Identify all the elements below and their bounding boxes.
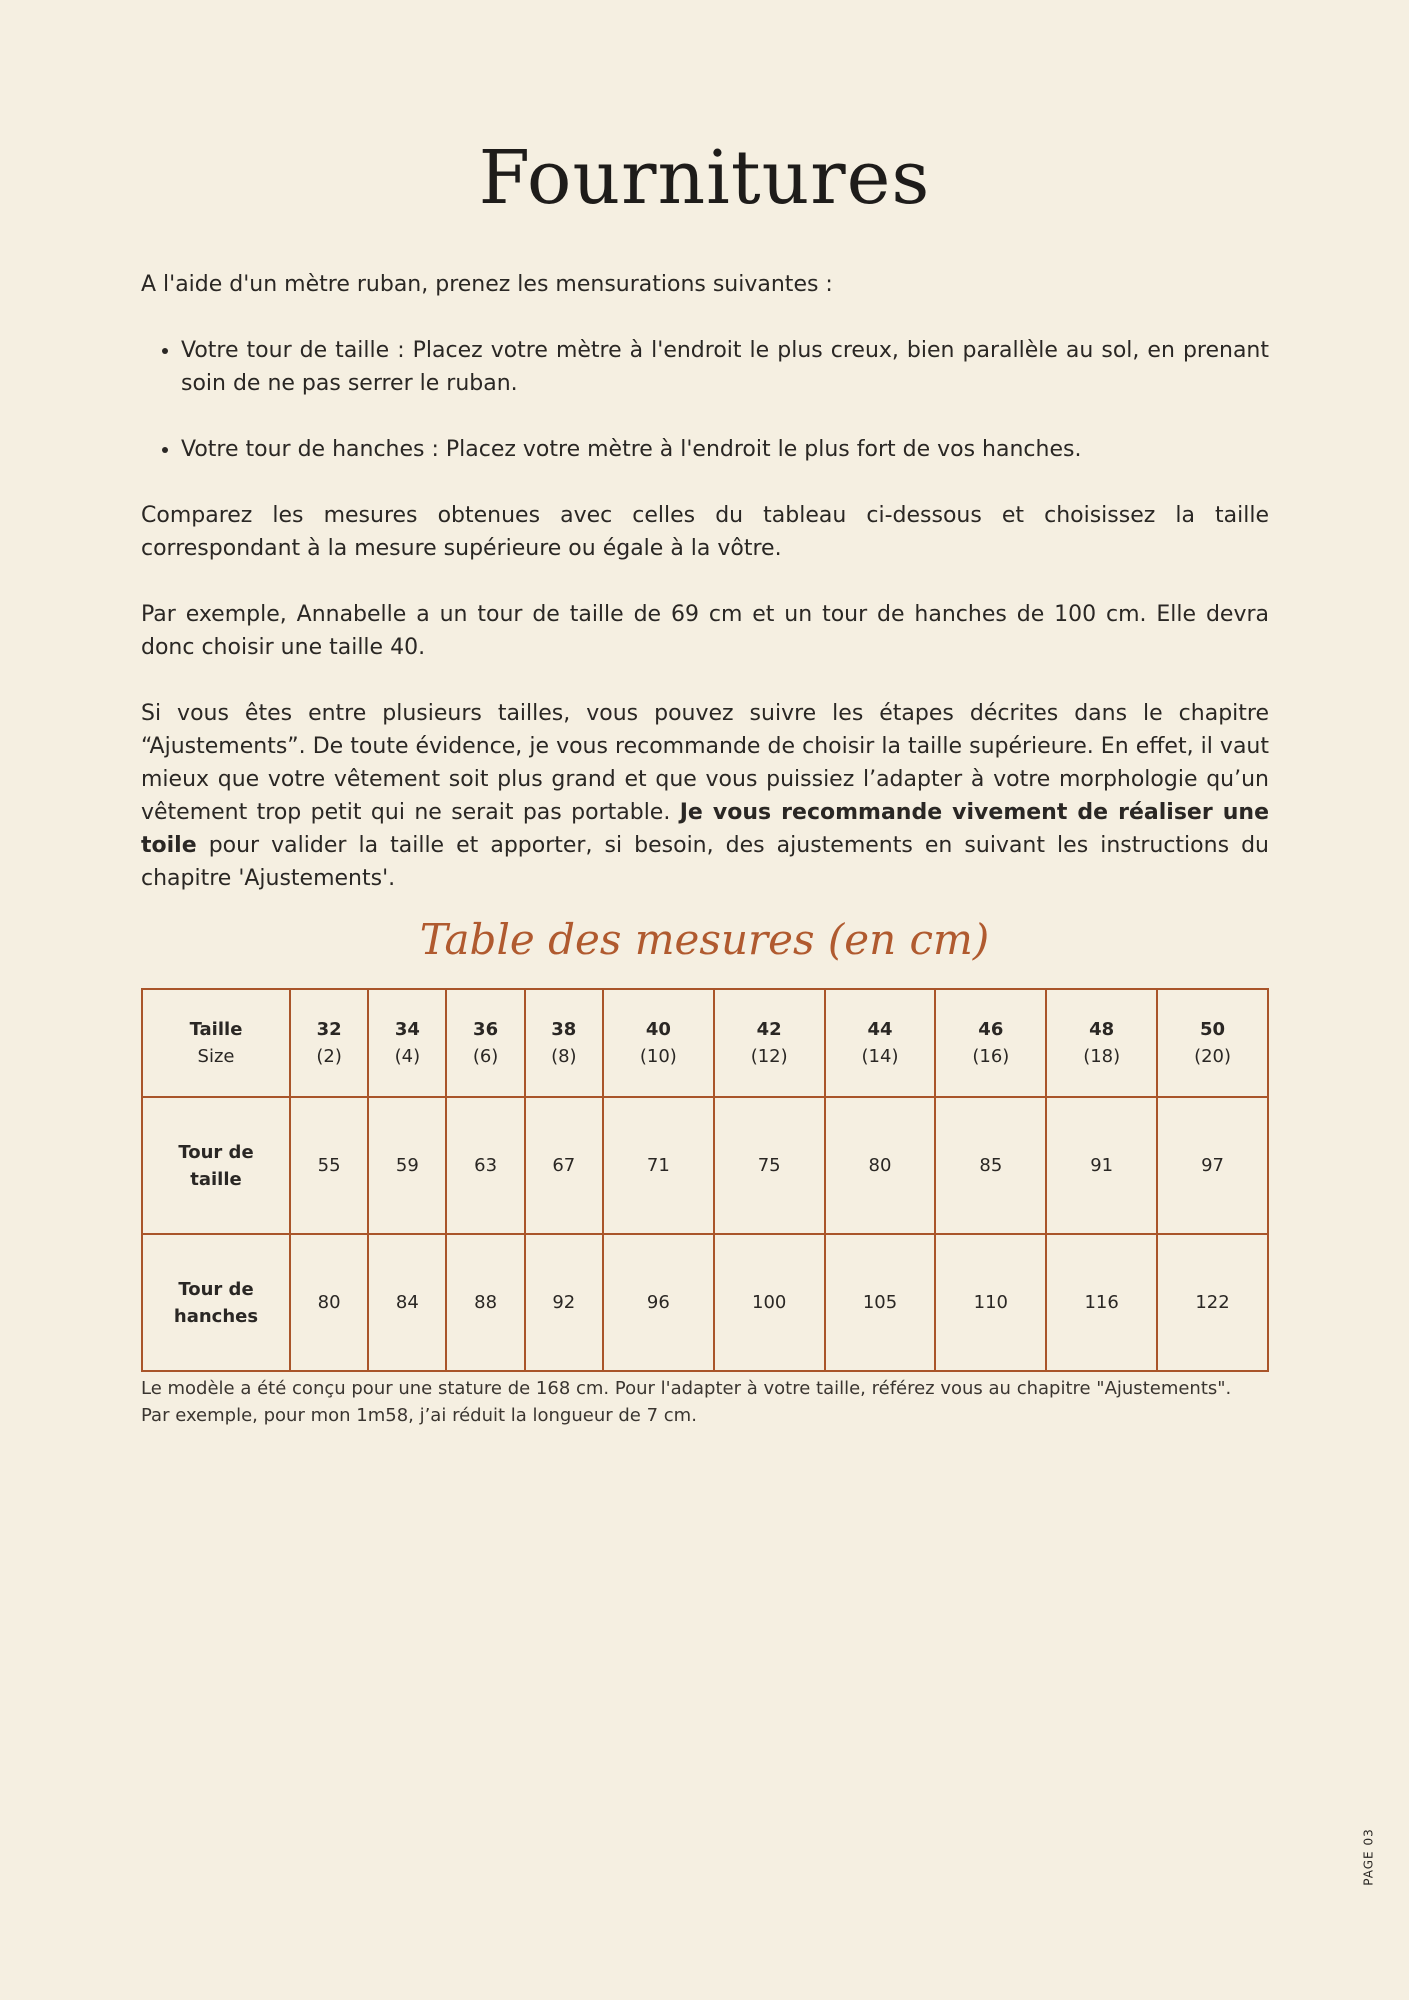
between-sizes-text: Si vous êtes entre plusieurs tailles, vous pouvez suivre les étapes décrites dans le chapitre “Ajustements”. De toute évidence, je vous recommande de choisir la taille supérieure. En effet, il vaut mieux que votre vêtement soit plus grand et que vous puissiez l’adapter à votre morphologie qu’un vêtement trop petit qui ne serait pas portable. — [141, 701, 1269, 825]
note-line-example: Par exemple, pour mon 1m58, j’ai réduit la longueur de 7 cm. — [141, 1405, 697, 1426]
hips-label-line1: Tour de — [178, 1278, 254, 1300]
hips-value-cell: 100 — [714, 1234, 825, 1371]
size-header-cell — [142, 989, 290, 1097]
hips-label-line2: hanches — [173, 1305, 259, 1327]
waist-label-line2: taille — [190, 1168, 242, 1190]
between-sizes-paragraph — [141, 697, 1269, 895]
hips-value-cell: 84 — [368, 1234, 446, 1371]
waist-value-cell: 91 — [1046, 1097, 1157, 1234]
waist-label-line1: Tour de — [178, 1141, 254, 1163]
waist-value-cell: 85 — [935, 1097, 1046, 1234]
size-us: (16) — [972, 1046, 1010, 1067]
measurement-list — [141, 334, 1269, 466]
waist-value-cell: 71 — [603, 1097, 714, 1234]
example-paragraph: Par exemple, Annabelle a un tour de taille de 69 cm et un tour de hanches de 100 cm. Elle devra donc choisir une taille 40. — [141, 602, 1269, 660]
size-fr: 38 — [551, 1019, 577, 1040]
size-cell — [714, 989, 825, 1097]
size-cell — [603, 989, 714, 1097]
size-cell — [825, 989, 936, 1097]
size-fr: 34 — [394, 1019, 420, 1040]
waist-value-cell: 59 — [368, 1097, 446, 1234]
size-us: (2) — [316, 1046, 342, 1067]
size-cell — [1157, 989, 1268, 1097]
intro-text: A l'aide d'un mètre ruban, prenez les mensurations suivantes : — [141, 272, 833, 297]
size-label: Taille — [189, 1019, 243, 1040]
hips-value-cell: 110 — [935, 1234, 1046, 1371]
hips-value-cell: 80 — [290, 1234, 368, 1371]
list-item-waist: • Votre tour de taille : Placez votre mètre à l'endroit le plus creux, bien parallèle au sol, en prenant soin de ne pas serrer le ruban. — [181, 334, 1269, 400]
size-cell — [368, 989, 446, 1097]
size-cell — [525, 989, 603, 1097]
waist-value-cell: 97 — [1157, 1097, 1268, 1234]
waist-label-cell — [142, 1097, 290, 1234]
waist-value-cell: 67 — [525, 1097, 603, 1234]
page-title: Fournitures — [478, 135, 931, 221]
table-row-hips — [142, 1234, 1268, 1371]
size-fr: 36 — [473, 1019, 499, 1040]
size-us: (6) — [472, 1046, 499, 1067]
table-row-waist — [142, 1097, 1268, 1234]
instructions — [141, 268, 1269, 928]
compare-paragraph: Comparez les mesures obtenues avec celles du tableau ci-dessous et choisissez la taille correspondant à la mesure supérieure ou égale à la vôtre. — [141, 503, 1269, 561]
size-us: (12) — [750, 1046, 788, 1067]
hips-value-cell: 116 — [1046, 1234, 1157, 1371]
size-cell — [1046, 989, 1157, 1097]
hips-label-cell — [142, 1234, 290, 1371]
table-title: Table des mesures (en cm) — [419, 915, 990, 964]
size-cell — [446, 989, 524, 1097]
size-fr: 32 — [316, 1019, 342, 1040]
size-fr: 44 — [867, 1019, 893, 1040]
hips-value-cell: 92 — [525, 1234, 603, 1371]
hips-value-cell: 88 — [446, 1234, 524, 1371]
size-fr: 46 — [978, 1019, 1004, 1040]
waist-value-cell: 80 — [825, 1097, 936, 1234]
waist-value-cell: 63 — [446, 1097, 524, 1234]
recommendation-emphasis: Je vous recommande vivement de réaliser une toile — [141, 800, 1269, 858]
size-chart-table — [141, 988, 1269, 1372]
waist-value-cell: 75 — [714, 1097, 825, 1234]
size-cell — [290, 989, 368, 1097]
table-note — [141, 1375, 1269, 1429]
waist-value-cell: 55 — [290, 1097, 368, 1234]
size-us: (8) — [551, 1046, 577, 1067]
note-line-stature: Le modèle a été conçu pour une stature de 168 cm. Pour l'adapter à votre taille, référez vous au chapitre "Ajustements". — [141, 1378, 1232, 1399]
table-row-sizes — [142, 989, 1268, 1097]
hips-value-cell: 105 — [825, 1234, 936, 1371]
between-sizes-text-end: pour valider la taille et apporter, si besoin, des ajustements en suivant les instructions du chapitre 'Ajustements'. — [141, 833, 1269, 891]
size-fr: 42 — [756, 1019, 782, 1040]
page-number: PAGE 03 — [1361, 1828, 1376, 1886]
size-us: (10) — [639, 1046, 677, 1067]
hips-value-cell: 122 — [1157, 1234, 1268, 1371]
size-fr: 50 — [1200, 1019, 1226, 1040]
hips-value-cell: 96 — [603, 1234, 714, 1371]
size-us: (4) — [394, 1046, 421, 1067]
size-sublabel: Size — [197, 1046, 235, 1067]
list-item-hips: • Votre tour de hanches : Placez votre mètre à l'endroit le plus fort de vos hanches. — [181, 433, 1269, 466]
size-us: (14) — [861, 1046, 899, 1067]
size-cell — [935, 989, 1046, 1097]
size-fr: 40 — [645, 1019, 671, 1040]
size-us: (18) — [1083, 1046, 1121, 1067]
size-fr: 48 — [1089, 1019, 1115, 1040]
size-us: (20) — [1194, 1046, 1232, 1067]
